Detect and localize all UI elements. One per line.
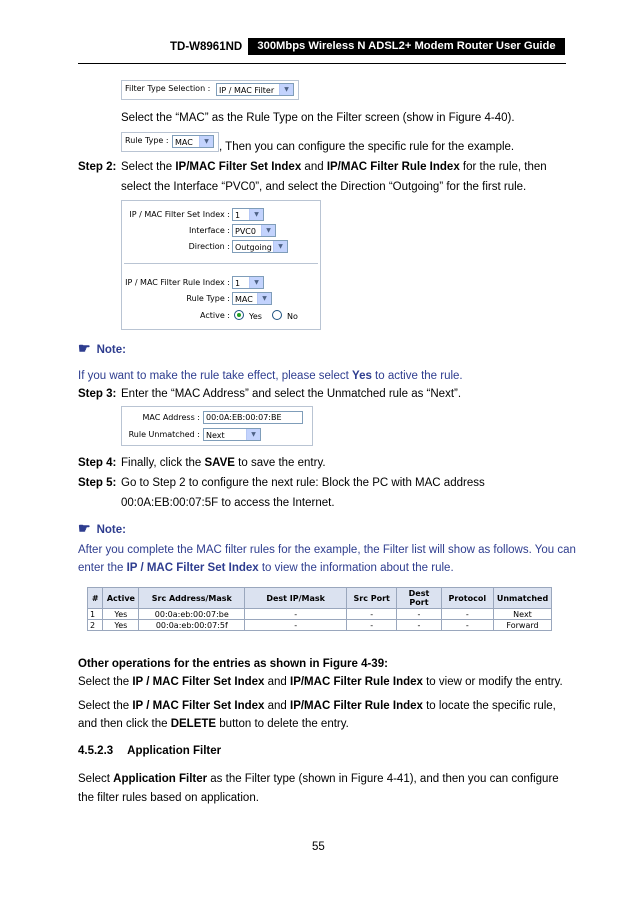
- table-cell: -: [347, 620, 397, 631]
- para-then-configure: , Then you can configure the specific rule for the example.: [219, 141, 515, 153]
- chevron-down-icon: ▼: [279, 84, 293, 95]
- step3-label: Step 3:: [78, 388, 117, 400]
- note2-text-a: enter the: [78, 562, 127, 574]
- header-model: TD-W8961ND: [170, 41, 243, 53]
- chevron-down-icon: ▼: [199, 136, 213, 147]
- section-heading: [78, 744, 221, 758]
- filter-type-value: IP / MAC Filter: [219, 86, 275, 95]
- step4-text-a: Finally, click the: [121, 457, 205, 469]
- note1-yes: Yes: [352, 370, 372, 382]
- step4-text: [121, 456, 326, 470]
- para-mac-rule: Select the “MAC” as the Rule Type on the Filter screen (show in Figure 4-40).: [121, 112, 515, 124]
- step4-save: SAVE: [204, 457, 235, 469]
- table-cell: 00:0a:eb:00:07:be: [139, 609, 245, 620]
- filter-list-table: [87, 587, 552, 631]
- app-filter-line1: [78, 772, 559, 786]
- ops3-c: button to delete the entry.: [216, 718, 349, 730]
- ops1-e: to view or modify the entry.: [422, 676, 563, 688]
- ops2-d: IP/MAC Filter Rule Index: [290, 700, 423, 712]
- ops1-b: IP / MAC Filter Set Index: [132, 676, 265, 688]
- interface-value: PVC0: [235, 227, 256, 236]
- col-header: Src Address/Mask: [139, 588, 245, 609]
- note2-line2: [78, 561, 454, 575]
- table-cell: 1: [88, 609, 103, 620]
- app-filter-line2: the filter rules based on application.: [78, 792, 259, 804]
- table-cell: -: [441, 609, 493, 620]
- table-cell: Forward: [494, 620, 552, 631]
- filter-type-select[interactable]: [216, 83, 294, 96]
- table-cell: -: [347, 609, 397, 620]
- ops3-a: and then click the: [78, 718, 171, 730]
- ops2-b: IP / MAC Filter Set Index: [132, 700, 265, 712]
- header-title: 300Mbps Wireless N ADSL2+ Modem Router User Guide: [248, 38, 565, 55]
- form-rule-type-label: Rule Type :: [186, 294, 230, 303]
- ops1-a: Select the: [78, 676, 133, 688]
- filter-type-panel: [121, 80, 299, 100]
- step3-text: Enter the “MAC Address” and select the Unmatched rule as “Next”.: [121, 388, 462, 400]
- table-cell: -: [397, 620, 441, 631]
- pointing-hand-icon: ☛: [78, 520, 91, 536]
- set-index-select[interactable]: [232, 208, 264, 221]
- active-yes-radio[interactable]: [234, 310, 244, 320]
- form-rule-type-value: MAC: [235, 295, 253, 304]
- step2-label: Step 2:: [78, 161, 117, 173]
- step5-line2: 00:0A:EB:00:07:5F to access the Internet.: [121, 497, 335, 509]
- note2-text-c: to view the information about the rule.: [258, 562, 454, 574]
- step2-text-c: and: [301, 161, 327, 173]
- table-cell: Yes: [103, 620, 139, 631]
- chevron-down-icon: ▼: [249, 277, 263, 288]
- step5-line1: Go to Step 2 to configure the next rule: Block the PC with MAC address: [121, 477, 485, 489]
- chevron-down-icon: ▼: [273, 241, 287, 252]
- table-row: [88, 620, 552, 631]
- note1-title: Note:: [96, 344, 126, 356]
- set-index-label: IP / MAC Filter Set Index :: [129, 210, 230, 219]
- note2-line1: After you complete the MAC filter rules for the example, the Filter list will show as follows. You can: [78, 544, 576, 556]
- rule-unmatched-value: Next: [206, 431, 225, 440]
- rule-type-select[interactable]: [172, 135, 214, 148]
- mac-address-form: [121, 406, 313, 446]
- ops1-d: IP/MAC Filter Rule Index: [290, 676, 423, 688]
- table-cell: Next: [494, 609, 552, 620]
- col-header: Active: [103, 588, 139, 609]
- table-cell: Yes: [103, 609, 139, 620]
- table-row: [88, 609, 552, 620]
- col-header: Dest Port: [397, 588, 441, 609]
- chevron-down-icon: ▼: [257, 293, 271, 304]
- rule-type-panel: [121, 132, 219, 152]
- col-header: Protocol: [441, 588, 493, 609]
- rule-index-label: IP / MAC Filter Rule Index :: [125, 278, 230, 287]
- note2-title: Note:: [96, 524, 126, 536]
- col-header: Dest IP/Mask: [245, 588, 347, 609]
- step5-label: Step 5:: [78, 477, 117, 489]
- filter-type-label: Filter Type Selection :: [125, 84, 211, 93]
- col-header: Src Port: [347, 588, 397, 609]
- ops2-e: to locate the specific rule,: [422, 700, 556, 712]
- direction-label: Direction :: [188, 242, 230, 251]
- step4-text-c: to save the entry.: [234, 457, 326, 469]
- app1-a: Select: [78, 773, 114, 785]
- form-divider: [124, 263, 318, 264]
- active-label: Active :: [200, 311, 230, 320]
- other-ops-line2: [78, 699, 556, 713]
- col-header: Unmatched: [494, 588, 552, 609]
- form-rule-type-select[interactable]: [232, 292, 272, 305]
- pointing-hand-icon: ☛: [78, 340, 91, 356]
- set-index-value: 1: [235, 211, 241, 220]
- ops2-c: and: [264, 700, 290, 712]
- section-number: 4.5.2.3: [78, 745, 114, 757]
- note1-text-a: If you want to make the rule take effect, please select: [78, 370, 353, 382]
- rule-unmatched-select[interactable]: [203, 428, 261, 441]
- active-no-label: No: [287, 312, 298, 321]
- chevron-down-icon: ▼: [246, 429, 260, 440]
- header-rule: [78, 63, 566, 64]
- active-yes-label: Yes: [249, 312, 262, 321]
- note2-set-index: IP / MAC Filter Set Index: [126, 562, 259, 574]
- table-cell: -: [441, 620, 493, 631]
- rule-type-label: Rule Type :: [125, 136, 169, 145]
- other-ops-line3: [78, 717, 349, 731]
- app1-c: as the Filter type (shown in Figure 4-41), and then you can configure: [207, 773, 559, 785]
- active-no-radio[interactable]: [272, 310, 282, 320]
- step2-line2: select the Interface “PVC0”, and select the Direction “Outgoing” for the first rule.: [121, 181, 527, 193]
- other-ops-line1: [78, 675, 563, 689]
- interface-select[interactable]: [232, 224, 276, 237]
- rule-unmatched-label: Rule Unmatched :: [128, 430, 200, 439]
- ops3-b: DELETE: [170, 718, 217, 730]
- step2-set-index: IP/MAC Filter Set Index: [175, 161, 302, 173]
- ip-mac-filter-form: [121, 200, 321, 330]
- rule-index-select[interactable]: [232, 276, 264, 289]
- rule-index-value: 1: [235, 279, 241, 288]
- section-title: Application Filter: [127, 745, 222, 757]
- note1-heading: [78, 341, 126, 357]
- table-cell: -: [245, 620, 347, 631]
- step2-text-e: for the rule, then: [459, 161, 547, 173]
- interface-label: Interface :: [188, 226, 230, 235]
- chevron-down-icon: ▼: [249, 209, 263, 220]
- table-header-row: [88, 588, 552, 609]
- chevron-down-icon: ▼: [261, 225, 275, 236]
- table-cell: 2: [88, 620, 103, 631]
- step4-label: Step 4:: [78, 457, 117, 469]
- step2-rule-index: IP/MAC Filter Rule Index: [326, 161, 460, 173]
- app1-b: Application Filter: [113, 773, 208, 785]
- rule-type-value: MAC: [175, 138, 193, 147]
- page-number: 55: [312, 841, 325, 853]
- direction-select[interactable]: [232, 240, 288, 253]
- note2-heading: [78, 521, 126, 537]
- mac-address-input[interactable]: [203, 411, 303, 424]
- table-cell: -: [397, 609, 441, 620]
- mac-address-value: 00:0A:EB:00:07:BE: [206, 413, 282, 422]
- other-ops-heading: Other operations for the entries as shown in Figure 4-39:: [78, 658, 388, 670]
- note1-text: [78, 369, 463, 383]
- table-cell: 00:0a:eb:00:07:5f: [139, 620, 245, 631]
- step2-line1: [121, 160, 547, 174]
- direction-value: Outgoing: [235, 243, 272, 252]
- ops2-a: Select the: [78, 700, 133, 712]
- table-cell: -: [245, 609, 347, 620]
- step2-text-a: Select the: [121, 161, 176, 173]
- note1-text-c: to active the rule.: [371, 370, 463, 382]
- mac-address-label: MAC Address :: [142, 413, 200, 422]
- col-header: #: [88, 588, 103, 609]
- ops1-c: and: [264, 676, 290, 688]
